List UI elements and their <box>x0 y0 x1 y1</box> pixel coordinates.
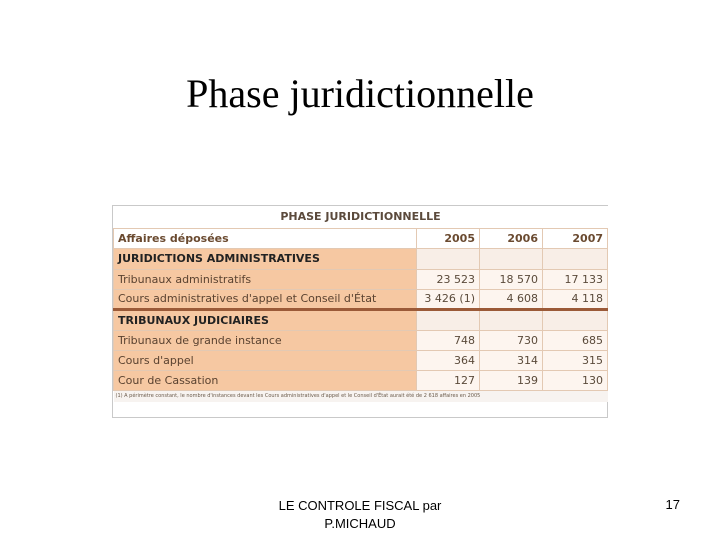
table-row <box>114 330 608 350</box>
value-cell: 730 <box>480 330 543 350</box>
blank-cell <box>417 248 480 269</box>
footer-line-2: P.MICHAUD <box>324 516 396 531</box>
footnote: (1) A périmètre constant, le nombre d'instances devant les Cours administratives d'appel et le Conseil d'État aurait été de 2 618 affaires en 2005 <box>114 390 608 402</box>
value-cell: 685 <box>543 330 608 350</box>
slide-title: Phase juridictionnelle <box>186 71 534 116</box>
table-row <box>114 350 608 370</box>
table-row <box>114 269 608 289</box>
row-label: Cours d'appel <box>114 350 417 370</box>
header-year-2005: 2005 <box>417 228 480 248</box>
row-label: Cours administratives d'appel et Conseil d'État <box>114 289 417 309</box>
data-table <box>113 206 608 402</box>
value-cell: 364 <box>417 350 480 370</box>
footer-line-1: LE CONTROLE FISCAL par <box>278 498 442 513</box>
value-cell: 314 <box>480 350 543 370</box>
row-label: Cour de Cassation <box>114 370 417 390</box>
value-cell: 3 426 (1) <box>417 289 480 309</box>
table-row <box>114 289 608 309</box>
footnote-row <box>114 390 608 402</box>
blank-cell <box>480 309 543 330</box>
value-cell: 4 608 <box>480 289 543 309</box>
row-label: Tribunaux de grande instance <box>114 330 417 350</box>
value-cell: 139 <box>480 370 543 390</box>
section-title: JURIDICTIONS ADMINISTRATIVES <box>114 248 417 269</box>
row-label: Tribunaux administratifs <box>114 269 417 289</box>
value-cell: 23 523 <box>417 269 480 289</box>
blank-cell <box>543 309 608 330</box>
footer-credit <box>235 497 485 533</box>
table-caption-row <box>114 206 608 228</box>
value-cell: 4 118 <box>543 289 608 309</box>
table-header-row <box>114 228 608 248</box>
table-image <box>112 205 608 418</box>
header-year-2007: 2007 <box>543 228 608 248</box>
section-row-administratives <box>114 248 608 269</box>
page-number: 17 <box>665 497 680 512</box>
value-cell: 127 <box>417 370 480 390</box>
table-caption: PHASE JURIDICTIONNELLE <box>114 206 608 228</box>
value-cell: 748 <box>417 330 480 350</box>
table-row <box>114 370 608 390</box>
header-label: Affaires déposées <box>114 228 417 248</box>
value-cell: 17 133 <box>543 269 608 289</box>
blank-cell <box>543 248 608 269</box>
blank-cell <box>417 309 480 330</box>
header-year-2006: 2006 <box>480 228 543 248</box>
blank-cell <box>480 248 543 269</box>
value-cell: 315 <box>543 350 608 370</box>
section-title: TRIBUNAUX JUDICIAIRES <box>114 309 417 330</box>
section-row-judiciaires <box>114 309 608 330</box>
value-cell: 18 570 <box>480 269 543 289</box>
value-cell: 130 <box>543 370 608 390</box>
